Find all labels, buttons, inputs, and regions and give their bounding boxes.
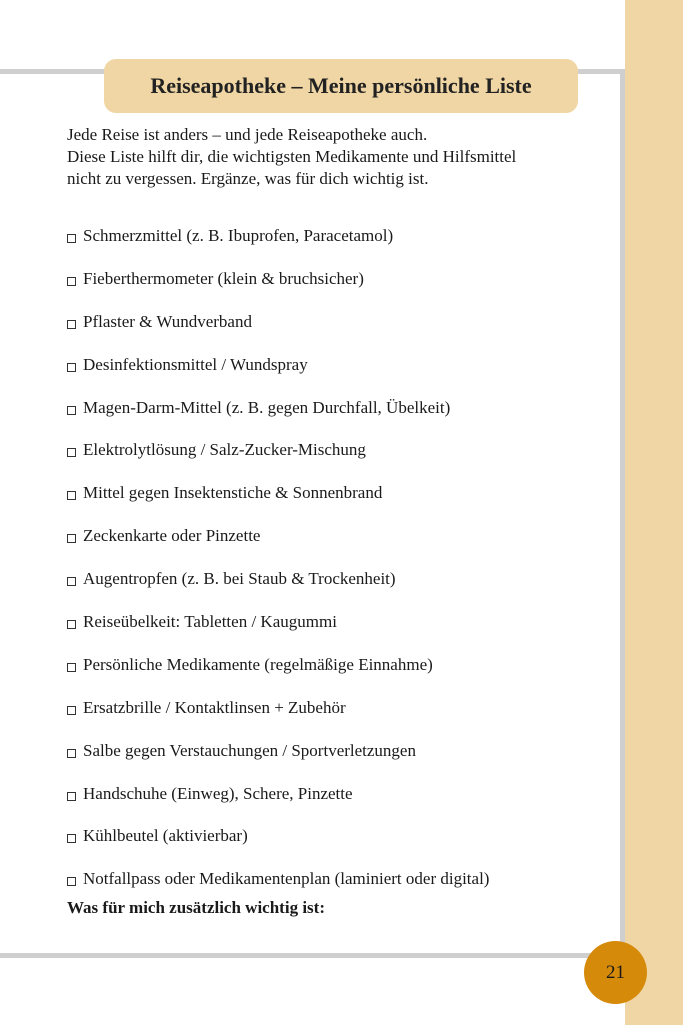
checkbox-icon[interactable] [67,749,76,758]
checkbox-icon[interactable] [67,277,76,286]
checkbox-icon[interactable] [67,363,76,372]
checklist-item-label: Salbe gegen Verstauchungen / Sportverletzungen [83,740,416,760]
checklist-item [67,525,617,568]
checklist-item-label: Augentropfen (z. B. bei Staub & Trockenheit) [83,569,396,589]
checkbox-icon[interactable] [67,792,76,801]
checkbox-icon[interactable] [67,834,76,843]
page-number-badge [584,941,647,1004]
checklist-item [67,439,617,482]
checklist-item-label: Kühlbeutel (aktivierbar) [83,826,248,846]
checkbox-icon[interactable] [67,534,76,543]
checkbox-icon[interactable] [67,406,76,415]
checklist-item [67,268,617,311]
checklist-item [67,397,617,440]
checkbox-icon[interactable] [67,877,76,886]
checklist-item-label: Handschuhe (Einweg), Schere, Pinzette [83,783,353,803]
intro-line: nicht zu vergessen. Ergänze, was für dich wichtig ist. [67,169,429,188]
checklist-item-label: Elektrolytlösung / Salz-Zucker-Mischung [83,440,366,460]
checklist-item [67,354,617,397]
checklist-item-label: Schmerzmittel (z. B. Ibuprofen, Paracetamol) [83,226,394,245]
checklist [67,225,617,911]
checklist-item-label: Ersatzbrille / Kontaktlinsen + Zubehör [83,697,346,717]
page-number: 21 [606,961,625,983]
checkbox-icon[interactable] [67,320,76,329]
intro-paragraph [67,124,617,190]
checklist-item-label: Desinfektionsmittel / Wundspray [83,354,308,374]
checkbox-icon[interactable] [67,234,76,243]
checklist-item-label: Persönliche Medikamente (regelmäßige Einnahme) [83,654,433,674]
checkbox-icon[interactable] [67,448,76,457]
intro-line: Jede Reise ist anders – und jede Reiseapotheke auch. [67,125,428,144]
checklist-item-label: Fieberthermometer (klein & bruchsicher) [83,268,364,288]
checkbox-icon[interactable] [67,706,76,715]
additional-items-heading: Was für mich zusätzlich wichtig ist: [67,898,325,917]
checklist-item [67,654,617,697]
checklist-item [67,783,617,826]
checkbox-icon[interactable] [67,663,76,672]
intro-line: Diese Liste hilft dir, die wichtigsten Medikamente und Hilfsmittel [67,147,517,166]
title-badge [104,59,578,113]
checklist-item-label: Reiseübelkeit: Tabletten / Kaugummi [83,612,337,632]
checklist-item [67,611,617,654]
checklist-item-label: Notfallpass oder Medikamentenplan (laminiert oder digital) [83,869,490,889]
checklist-item [67,482,617,525]
checklist-item-label: Zeckenkarte oder Pinzette [83,526,261,546]
checklist-item-label: Mittel gegen Insektenstiche & Sonnenbrand [83,483,383,503]
checklist-item-label: Pflaster & Wundverband [83,311,252,331]
checkbox-icon[interactable] [67,577,76,586]
checklist-item-label: Magen-Darm-Mittel (z. B. gegen Durchfall, Übelkeit) [83,397,451,417]
checklist-item [67,568,617,611]
side-accent-strip [625,0,683,1025]
checkbox-icon[interactable] [67,491,76,500]
checklist-item [67,225,617,268]
checklist-item [67,697,617,740]
page-title: Reiseapotheke – Meine persönliche Liste [150,73,532,98]
checklist-item [67,311,617,354]
checkbox-icon[interactable] [67,620,76,629]
checklist-item [67,825,617,868]
checklist-item [67,740,617,783]
